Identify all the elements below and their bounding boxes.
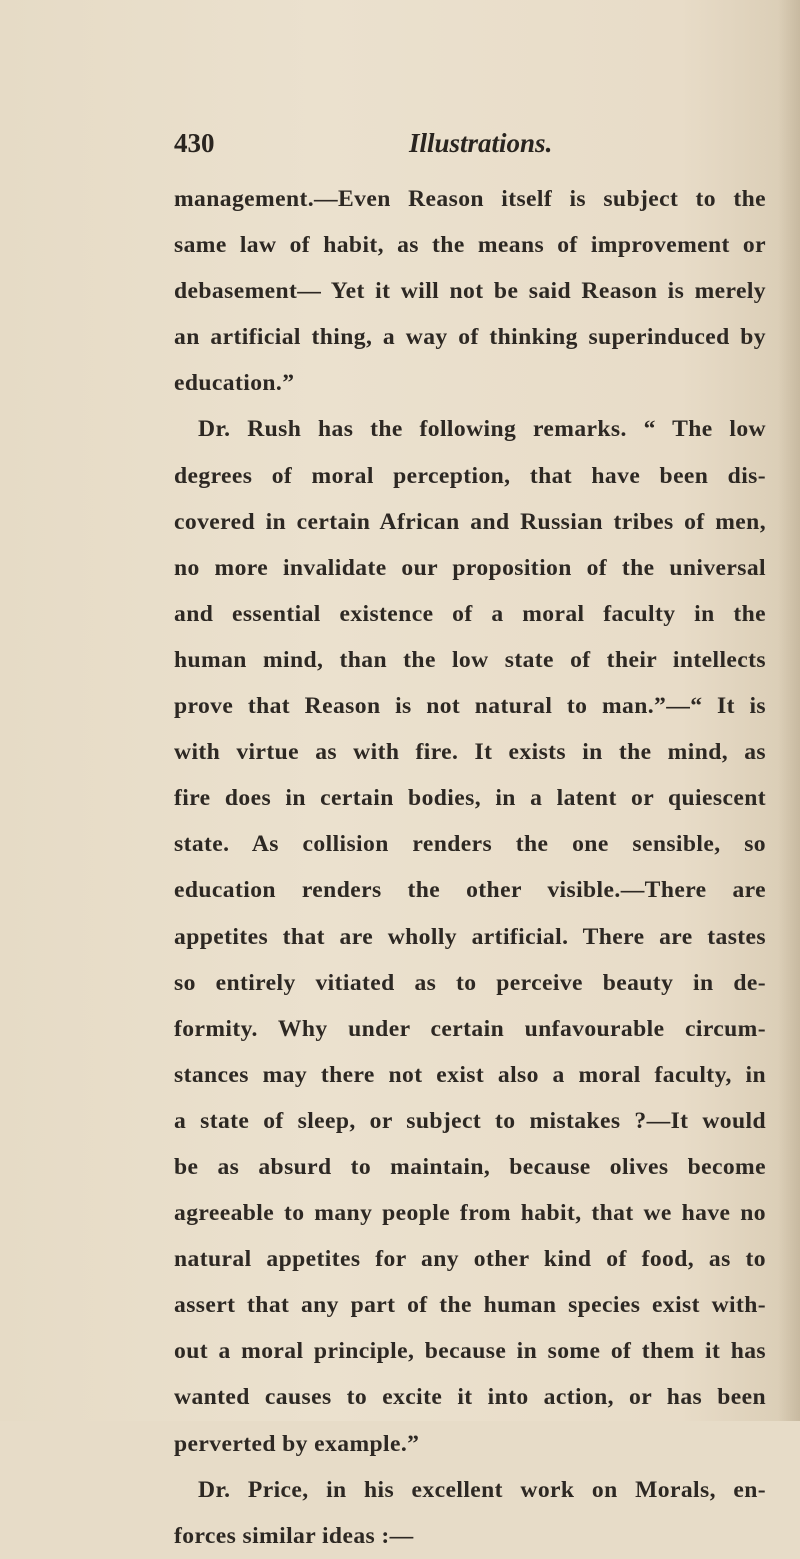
- text-line: forces similar ideas :—: [174, 1522, 414, 1549]
- running-title: Illustrations.: [409, 128, 553, 158]
- page-number: 430: [174, 128, 215, 158]
- text-line: fire does in certain bodies, in a latent or quiescent: [174, 785, 766, 812]
- text-line: perverted by example.”: [174, 1430, 420, 1457]
- text-line: natural appetites for any other kind of food, as to: [174, 1246, 766, 1273]
- body-text: [174, 176, 766, 1559]
- page-edge-shadow: [778, 0, 800, 1421]
- paragraph: [174, 1467, 766, 1559]
- text-line: education renders the other visible.—There are: [174, 877, 766, 904]
- paragraph: [174, 406, 766, 1466]
- text-line: out a moral principle, because in some of them it has: [174, 1338, 766, 1365]
- text-line: wanted causes to excite it into action, or has been: [174, 1384, 766, 1411]
- text-line: formity. Why under certain unfavourable circum-: [174, 1015, 766, 1042]
- text-line: degrees of moral perception, that have been dis-: [174, 462, 766, 489]
- text-line: no more invalidate our proposition of the universal: [174, 554, 766, 581]
- text-line: covered in certain African and Russian tribes of men,: [174, 508, 766, 535]
- text-line: agreeable to many people from habit, that we have no: [174, 1200, 766, 1227]
- text-line: human mind, than the low state of their intellects: [174, 646, 766, 673]
- paragraph: [174, 176, 766, 406]
- text-line: be as absurd to maintain, because olives become: [174, 1153, 766, 1180]
- text-line: same law of habit, as the means of improvement or: [174, 232, 766, 259]
- text-line: education.”: [174, 370, 295, 397]
- text-line: management.—Even Reason itself is subject to the: [174, 186, 766, 212]
- text-line: stances may there not exist also a moral faculty, in: [174, 1061, 766, 1088]
- text-line: state. As collision renders the one sensible, so: [174, 831, 766, 858]
- text-line: a state of sleep, or subject to mistakes ?—It would: [174, 1107, 766, 1134]
- text-line: and essential existence of a moral faculty in the: [174, 600, 766, 627]
- page-header: [174, 128, 774, 168]
- text-line: with virtue as with fire. It exists in the mind, as: [174, 739, 766, 766]
- text-line: debasement— Yet it will not be said Reason is merely: [174, 278, 766, 305]
- text-line: prove that Reason is not natural to man.”—“ It is: [174, 693, 766, 720]
- text-line: Dr. Rush has the following remarks. “ The low: [198, 416, 766, 443]
- text-line: an artificial thing, a way of thinking superinduced by: [174, 324, 766, 351]
- text-line: assert that any part of the human species exist with-: [174, 1292, 766, 1319]
- text-line: appetites that are wholly artificial. There are tastes: [174, 923, 766, 950]
- text-line: so entirely vitiated as to perceive beauty in de-: [174, 969, 766, 996]
- text-line: Dr. Price, in his excellent work on Morals, en-: [198, 1476, 766, 1503]
